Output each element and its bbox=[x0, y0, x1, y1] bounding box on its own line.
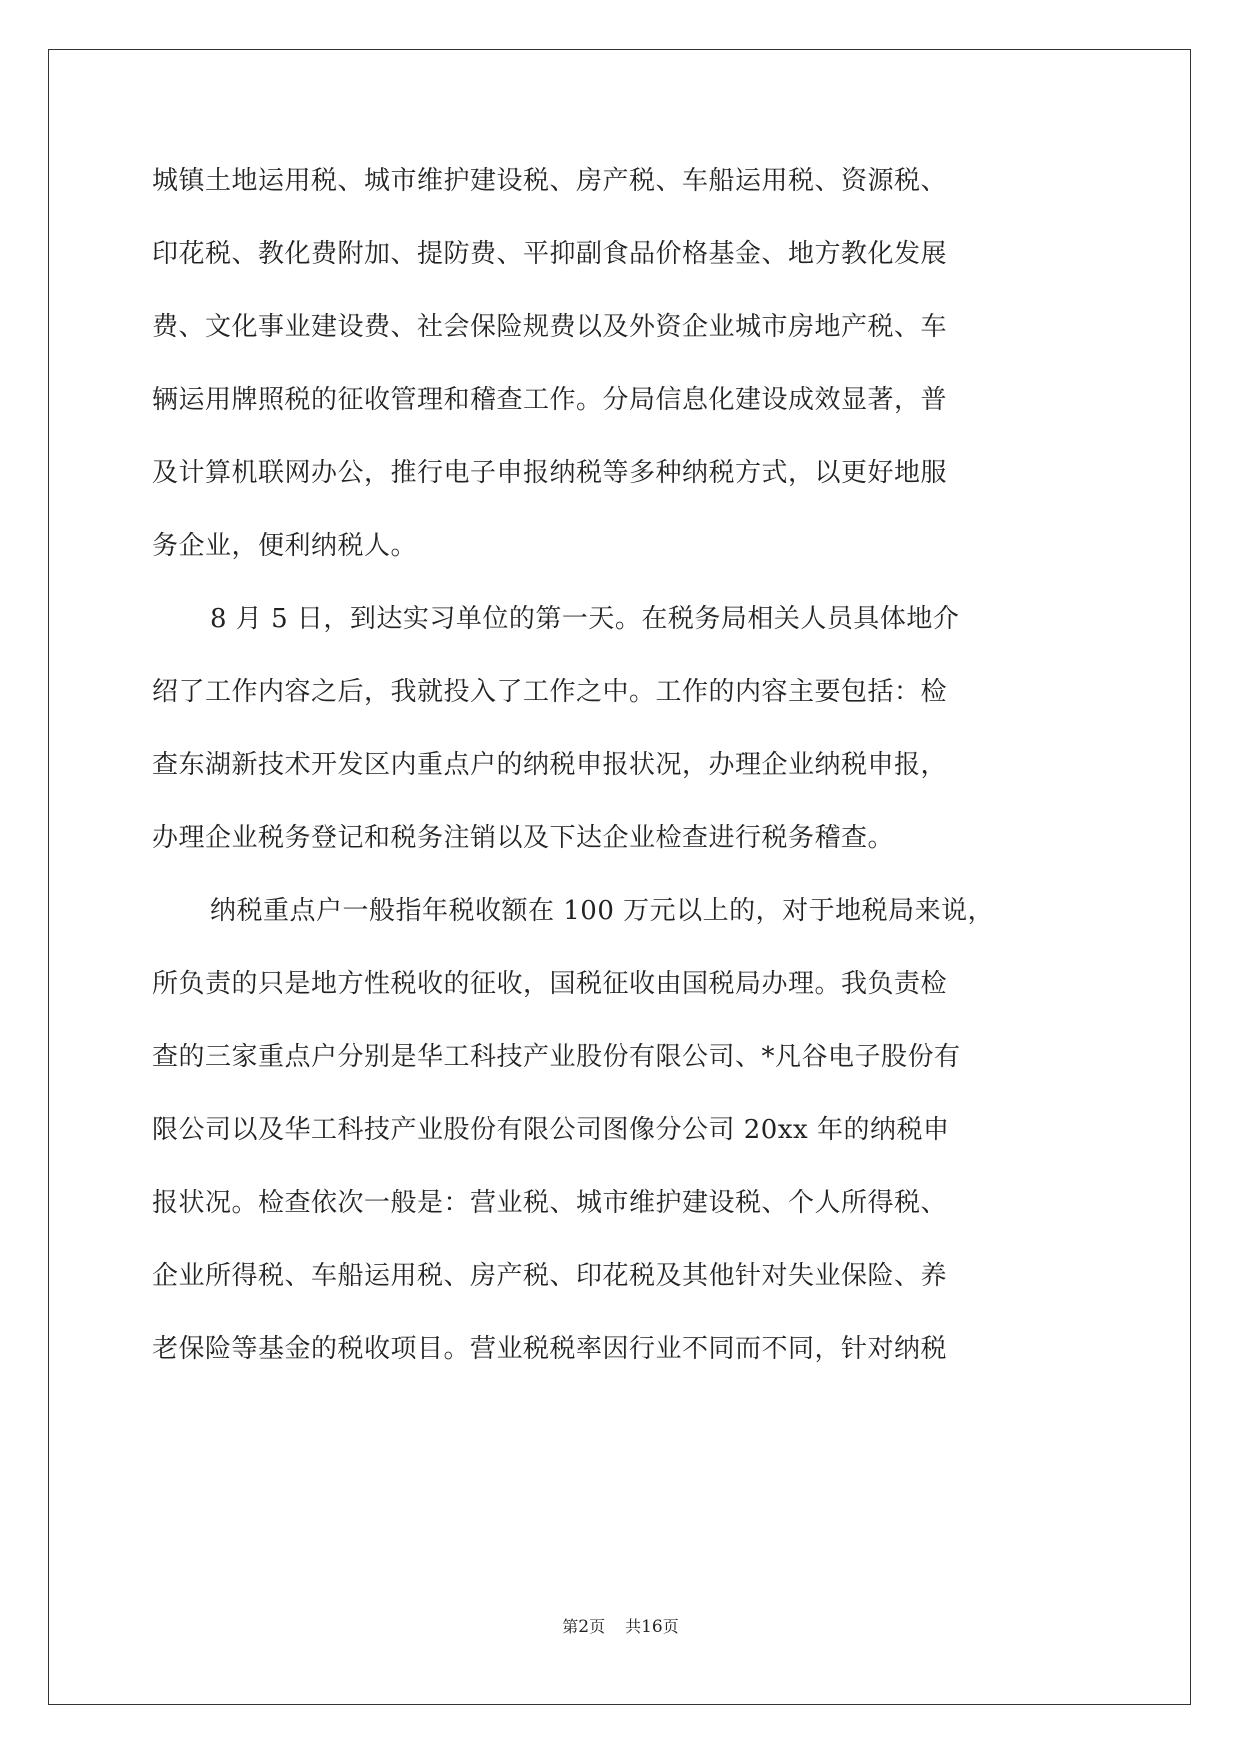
text-line: 所负责的只是地方性税收的征收，国税征收由国税局办理。我负责检 bbox=[152, 969, 948, 999]
text-line: 老保险等基金的税收项目。营业税税率因行业不同而不同，针对纳税 bbox=[152, 1334, 948, 1364]
total-pages: 16 bbox=[641, 1617, 663, 1637]
text-line: 城镇土地运用税、城市维护建设税、房产税、车船运用税、资源税、 bbox=[152, 166, 948, 196]
page-suffix: 页 bbox=[589, 1617, 606, 1636]
text-line: 务企业，便利纳税人。 bbox=[152, 531, 418, 561]
page-footer bbox=[0, 1616, 1241, 1638]
text-line: 绍了工作内容之后，我就投入了工作之中。工作的内容主要包括：检 bbox=[152, 677, 948, 707]
page-border bbox=[48, 49, 1191, 1705]
paragraph-first-line: 纳税重点户一般指年税收额在 100 万元以上的，对于地税局来说， bbox=[210, 896, 995, 926]
total-prefix: 共 bbox=[625, 1617, 642, 1636]
page-prefix: 第 bbox=[562, 1617, 579, 1636]
text-line: 查东湖新技术开发区内重点户的纳税申报状况，办理企业纳税申报， bbox=[152, 750, 948, 780]
text-line: 及计算机联网办公，推行电子申报纳税等多种纳税方式，以更好地服 bbox=[152, 458, 948, 488]
text-line: 报状况。检查依次一般是：营业税、城市维护建设税、个人所得税、 bbox=[152, 1188, 948, 1218]
text-line: 辆运用牌照税的征收管理和稽查工作。分局信息化建设成效显著，普 bbox=[152, 385, 948, 415]
paragraph-first-line: 8 月 5 日，到达实习单位的第一天。在税务局相关人员具体地介 bbox=[210, 604, 960, 634]
text-line: 限公司以及华工科技产业股份有限公司图像分公司 20xx 年的纳税申 bbox=[152, 1115, 950, 1145]
text-line: 查的三家重点户分别是华工科技产业股份有限公司、*凡谷电子股份有 bbox=[152, 1042, 961, 1072]
total-suffix: 页 bbox=[662, 1617, 679, 1636]
text-line: 办理企业税务登记和税务注销以及下达企业检查进行税务稽查。 bbox=[152, 823, 895, 853]
page-number: 2 bbox=[578, 1617, 590, 1637]
text-line: 企业所得税、车船运用税、房产税、印花税及其他针对失业保险、养 bbox=[152, 1261, 948, 1291]
text-line: 印花税、教化费附加、提防费、平抑副食品价格基金、地方教化发展 bbox=[152, 239, 948, 269]
text-line: 费、文化事业建设费、社会保险规费以及外资企业城市房地产税、车 bbox=[152, 312, 948, 342]
